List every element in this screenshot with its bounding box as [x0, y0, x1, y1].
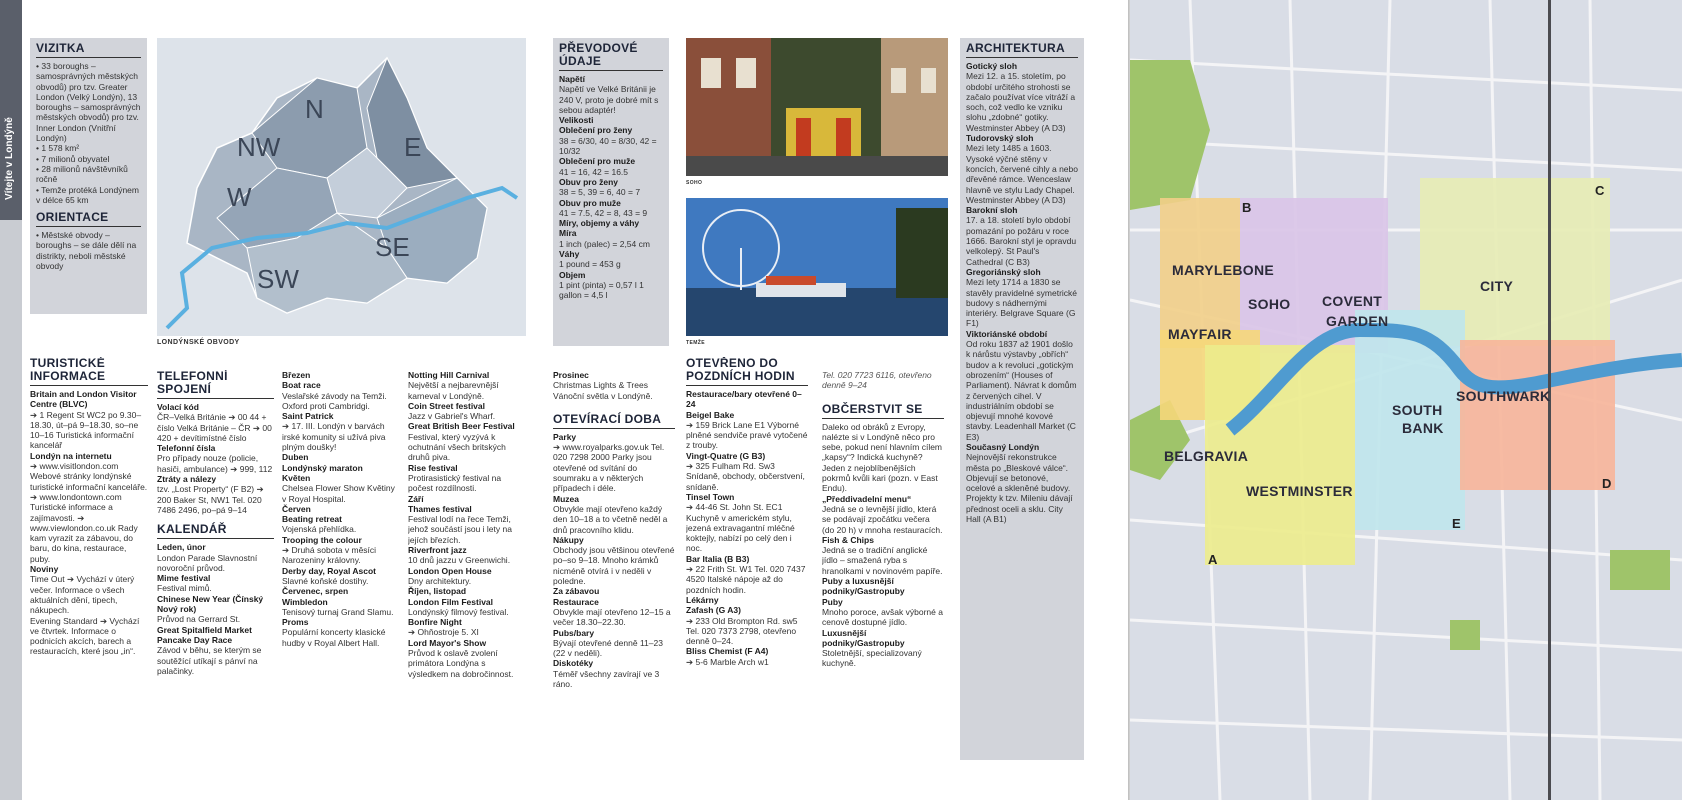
block-heading: Oblečení pro muže	[559, 156, 636, 167]
london-map-graphic	[1130, 0, 1682, 800]
region-label-n: N	[305, 94, 324, 124]
block-heading: Parky	[553, 431, 577, 442]
photo-soho	[686, 38, 948, 176]
block-heading: „Předdivadelní menu“	[822, 493, 912, 504]
oteviraci-blocks	[553, 432, 675, 689]
map-area-soho: SOHO	[1248, 296, 1291, 312]
block-text: ČR–Velká Británie ➔ 00 44 + číslo Velká Británie – ČR ➔ 00 420 + devítimístné číslo	[157, 412, 272, 443]
block-text: Největší a nejbarevnější karneval v Londýně.	[408, 380, 499, 401]
text-block	[822, 628, 944, 669]
prevodove-heading: PŘEVODOVÉ ÚDAJE	[559, 41, 638, 68]
block-heading: Bonfire Night	[408, 617, 462, 628]
text-block	[686, 492, 808, 554]
text-block	[408, 421, 526, 462]
text-block	[822, 597, 944, 628]
block-heading: Duben	[282, 452, 309, 463]
text-block	[282, 463, 398, 473]
block-heading: Bar Italia (B B3)	[686, 553, 750, 564]
map-letter-a: A	[1208, 552, 1218, 567]
block-heading: Derby day, Royal Ascot	[282, 565, 377, 576]
text-block	[282, 452, 398, 462]
text-block	[559, 177, 663, 198]
block-text: Vojenská přehlídka.	[282, 524, 357, 535]
text-block	[686, 595, 808, 605]
block-heading: Objem	[559, 269, 586, 280]
text-block	[686, 410, 808, 451]
text-block	[282, 566, 398, 587]
block-text: Dny architektury.	[408, 575, 472, 586]
block-heading: Thames festival	[408, 503, 472, 514]
oteveno-heading: OTEVŘENO DO POZDNÍCH HODIN	[686, 357, 795, 383]
block-text: Nejnovější rekonstrukce města po „Bleskové válce“. Objevují se betonové, ocelové a skleněné budovy. Projekty k tzv. Mileniu dávají přednost oceli a sklu. City Hall (A B1)	[966, 452, 1073, 525]
block-heading: Wimbledon	[282, 596, 328, 607]
block-heading: Současný Londýn	[966, 441, 1040, 452]
vizitka-item: • 1 578 km²	[36, 143, 80, 154]
block-text: Londýnský filmový festival.	[408, 606, 509, 617]
block-text: Evening Standard ➔ Vychází ve čtvrtek. Informace o podnicích akcích, barech a restauracích, které jsou „in“.	[30, 615, 140, 657]
text-block	[157, 594, 274, 625]
text-block	[822, 494, 944, 535]
vizitka-item: • 28 milionů návštěvníků ročně	[36, 163, 128, 185]
obcerstvit-heading: OBČERSTVIT SE	[822, 401, 923, 416]
block-heading: Gotický sloh	[966, 61, 1018, 71]
block-text: Festival mimů.	[157, 583, 212, 594]
text-block	[282, 597, 398, 618]
oteveno-blocks	[686, 389, 808, 667]
block-text: 17. a 18. století bylo období pomazání po požáru v roce 1666. Barokní styl je opravdu velkolepý. St Paul's Cathedral (C B3)	[966, 215, 1077, 267]
map-area-covent: COVENT	[1322, 293, 1383, 309]
block-text: 41 = 7.5, 42 = 8, 43 = 9	[559, 207, 648, 218]
block-heading: Diskotéky	[553, 658, 594, 669]
photo-thames-graphic	[686, 198, 948, 336]
block-heading: Muzea	[553, 493, 579, 504]
vizitka-item: • Temže protéká Londýnem v délce 65 km	[36, 184, 139, 205]
block-heading: Saint Patrick	[282, 411, 334, 422]
block-heading: Volací kód	[157, 402, 199, 412]
text-block	[408, 370, 526, 401]
text-block	[282, 370, 398, 380]
block-heading: Restaurace	[553, 596, 599, 607]
block-heading: Napětí	[559, 74, 585, 84]
block-text: tzv. „Lost Property“ (F B2) ➔ 200 Baker St, NW1 Tel. 020 7486 2496, po–pá 9–14	[157, 484, 264, 515]
map-letter-b: B	[1242, 200, 1252, 215]
map-area-southwark: SOUTHWARK	[1456, 388, 1551, 404]
obcerstvit-top: Tel. 020 7723 6116, otevřeno denně 9–24	[822, 370, 932, 391]
block-heading: London Open House	[408, 565, 492, 576]
block-heading: Za zábavou	[553, 586, 600, 597]
region-label-e: E	[404, 132, 422, 162]
borough-map-graphic	[157, 38, 526, 336]
borough-map-caption: LONDÝNSKÉ OBVODY	[157, 339, 240, 346]
block-text: Jedná se o levnější jídlo, která se podávají zpočátku večera (do 20 h) v mnoha restauracích.	[822, 503, 943, 535]
block-heading: Luxusnější podniky/Gastropuby	[822, 627, 905, 648]
oteviraci-heading: OTEVÍRACÍ DOBA	[553, 411, 662, 426]
block-heading: Beigel Bake	[686, 409, 735, 420]
prevodove-box	[553, 38, 669, 346]
block-heading: Leden, únor	[157, 542, 206, 553]
block-text: Mezi 12. a 15. stoletím, po období určitého strohosti se začalo používat více vitráží a soch, což vedlo ke vzniku slohu „zdobné“ gotiky. Westminster Abbey (A D3)	[966, 71, 1076, 133]
text-block	[282, 473, 398, 504]
block-heading: Restaurace/bary otevřené 0–24	[686, 389, 802, 410]
text-block	[408, 617, 526, 638]
text-block	[553, 628, 675, 659]
block-heading: Viktoriánské období	[966, 328, 1048, 339]
text-block	[966, 267, 1078, 329]
text-block	[966, 442, 1078, 524]
text-block	[559, 115, 663, 125]
prosinec-block: Prosinec Christmas Lights & Trees Vánoční světla v Londýně.	[553, 370, 653, 401]
block-heading: Trooping the colour	[282, 534, 362, 545]
text-block	[822, 535, 944, 576]
block-text: Populární koncerty klasické hudby v Royal Albert Hall.	[282, 627, 386, 648]
block-text: ➔ 5-6 Marble Arch w1	[686, 656, 769, 667]
block-heading: Noviny	[30, 564, 59, 575]
text-block	[157, 573, 274, 594]
text-block	[686, 451, 808, 492]
block-heading: Riverfront jazz	[408, 545, 467, 556]
photo-thames-caption: TEMŽE	[686, 340, 705, 346]
block-heading: Velikosti	[559, 115, 594, 126]
block-text: Závod v běhu, se kterým se soutěžící utíkají s pánví na palačinky.	[157, 645, 262, 676]
block-heading: Červenec, srpen	[282, 586, 349, 597]
text-block	[157, 402, 274, 443]
block-text: 10 dnů jazzu v Greenwichi.	[408, 555, 511, 566]
block-text: ➔ Druhá sobota v měsíci Narozeniny královny.	[282, 545, 377, 566]
kalendar-blocks	[157, 542, 274, 676]
telefonni-heading: TELEFONNÍ SPOJENÍ	[157, 370, 228, 396]
block-text: ➔ 17. III. Londýn v barvách irské komunity si užívá piva plným doušky!	[282, 421, 386, 453]
map-area-marylebone: MARYLEBONE	[1172, 262, 1275, 278]
london-map	[1130, 0, 1682, 800]
block-text: Festival, který vyzývá k ochutnání všech britských druhů piva.	[408, 431, 506, 463]
text-block	[408, 494, 526, 504]
section-tab-label: Vítejte v Londýně	[4, 117, 15, 200]
text-block	[559, 249, 663, 270]
orientace-text: • Městské obvody – boroughs – se dále dělí na distrikty, neboli městské obvody	[36, 230, 137, 272]
block-text: Mezi lety 1485 a 1603. Vysoké výčné stěny v koncích, červené cihly a nebo dřevěné rámce. Wenceslaw hlavně ve stylu Lady Chapel. Westminster Abbey (A D3)	[966, 143, 1078, 205]
turisticke-blocks	[30, 389, 148, 657]
text-block	[282, 411, 398, 452]
block-heading: Coin Street festival	[408, 400, 485, 411]
block-text: ➔ 159 Brick Lane E1 Výborné plněné sendviče pravé vytočené z trouby.	[686, 419, 808, 451]
map-letter-d: D	[1602, 476, 1612, 491]
block-text: Mezi lety 1714 a 1830 se stavěly pravidelné symetrické budovy s nádhernými interiéry. Belgrave Square (G F1)	[966, 277, 1078, 329]
text-block	[282, 586, 398, 596]
block-heading: Ztráty a nálezy	[157, 474, 217, 485]
text-block	[408, 586, 526, 596]
block-heading: Boat race	[282, 380, 321, 391]
block-text: Od roku 1837 až 1901 došlo k nárůstu výstavby „obřích“ budov a k revoluci „gotickým obrozením“ (Houses of Parliament). Návrat k domům z červených cihel. V industriálním období se objevují mnohé kovové stavby. Leadenhall Market (C E3)	[966, 339, 1077, 442]
text-block	[966, 133, 1078, 205]
block-text: Jedná se o tradiční anglické jídlo – smažená ryba s hranolkami v novinovém papíře.	[822, 545, 943, 576]
photo-soho-graphic	[686, 38, 948, 176]
text-block	[282, 504, 398, 514]
text-block	[559, 74, 663, 115]
text-block	[559, 228, 663, 249]
text-block	[408, 401, 526, 422]
block-text: Bývají otevřené denně 11–23 (22 v neděli).	[553, 637, 663, 659]
kalendar-column-2	[282, 370, 398, 800]
block-heading: Říjen, listopad	[408, 586, 467, 597]
text-block	[282, 535, 398, 566]
telefonni-blocks	[157, 402, 274, 515]
text-block	[408, 463, 526, 494]
block-text: Mnoho poroce, avšak výborné a cenově dostupné jídlo.	[822, 606, 943, 628]
vizitka-item: • 33 boroughs – samosprávných městských obvodů) pro tzv. Greater London (Velký Londýn), 13 boroughs – samosprávných městských obvodů) pro tzv. Inner London (Vnitřní Londýn)	[36, 61, 141, 144]
text-block	[282, 514, 398, 535]
block-text: ➔ 44-46 St. John St. EC1 Kuchyně v americkém stylu, jezená extravagantní mléčné koktejly, nabízí po celý den i noc.	[686, 502, 795, 554]
map-area-garden: GARDEN	[1326, 313, 1389, 329]
block-text: ➔ 1 Regent St WC2 po 9.30–18.30, út–pá 9–18.30, so–ne 10–16 Turistická informační kancelář	[30, 409, 142, 451]
block-text: Daleko od obráků z Evropy, nalézte si v Londýně něco pro sebe, pokud není hlavním cílem „kapsy“? Indická kuchyně? Jeden z nejoblíbenějších pokrmů kvůli kari (pozn. v East Endu).	[822, 421, 943, 494]
text-block	[553, 597, 675, 628]
block-heading: Pubs/bary	[553, 627, 595, 638]
block-heading: Míry, objemy a váhy	[559, 218, 640, 229]
text-block	[686, 389, 808, 410]
block-text: ➔ www.royalparks.gov.uk Tel. 020 7298 2000 Parky jsou otevřené od svítání do soumraku a v některých případech i déle.	[553, 442, 665, 494]
block-heading: Notting Hill Carnival	[408, 370, 490, 380]
block-heading: Nákupy	[553, 534, 584, 545]
text-block	[157, 443, 274, 474]
obcerstvit-blocks	[822, 422, 944, 669]
block-text: 1 pint (pinta) = 0,57 l 1 gallon = 4,5 l	[559, 279, 644, 301]
photo-soho-caption: SOHO	[686, 180, 703, 186]
block-heading: Puby a luxusnější podniky/Gastropuby	[822, 576, 905, 597]
block-heading: Obuv pro ženy	[559, 176, 619, 187]
block-heading: Britain and London Visitor Centre (BLVC)	[30, 389, 137, 410]
block-text: 1 pound = 453 g	[559, 259, 621, 270]
block-text: ➔ 233 Old Brompton Rd. sw5 Tel. 020 7373 2798, otevřeno denně 0–24.	[686, 615, 798, 647]
block-heading: Tinsel Town	[686, 491, 735, 502]
block-heading: Březen	[282, 370, 311, 380]
text-block	[408, 504, 526, 545]
block-heading: Červen	[282, 503, 311, 514]
block-heading: Bliss Chemist (F A4)	[686, 646, 769, 657]
block-heading: Great Spitalfield Market Pancake Day Race	[157, 624, 252, 645]
oteviraci-column	[553, 370, 675, 800]
block-heading: Vingt-Quatre (G B3)	[686, 450, 766, 461]
block-text: 38 = 6/30, 40 = 8/30, 42 = 10/32	[559, 135, 657, 157]
block-text: Obchody jsou většinou otevřené po–so 9–18. Mnoho krámků nicméně otvírá i v neděli v poledne.	[553, 545, 675, 587]
map-area-mayfair: MAYFAIR	[1168, 326, 1232, 342]
text-block	[408, 545, 526, 566]
map-area-belgravia: BELGRAVIA	[1164, 448, 1249, 464]
block-text: ➔ 325 Fulham Rd. Sw3 Snídaně, obchody, občerstvení, snídaně.	[686, 461, 805, 492]
map-area-bank: BANK	[1402, 420, 1444, 436]
block-text: ➔ www.visitlondon.com Webové stránky londýnské turistické informační kanceláře. ➔ www.londontown.com Turistické informace a zajímavosti. ➔ www.viewlondon.co.uk Rady kam vyrazit za zábavou, do baru, do kina, restaurace, puby.	[30, 461, 148, 564]
text-block	[282, 617, 398, 648]
text-block	[408, 638, 526, 679]
block-heading: Chinese New Year (Čínský Nový rok)	[157, 593, 264, 615]
block-heading: Rise festival	[408, 462, 458, 473]
turisticke-column	[30, 357, 148, 797]
text-block	[966, 205, 1078, 267]
architektura-box	[960, 38, 1084, 760]
block-text: ➔ Ohňostroje 5. XI	[408, 627, 479, 638]
prevodove-blocks	[559, 74, 663, 301]
text-block	[553, 494, 675, 535]
block-text: London Parade Slavnostní novoroční průvod.	[157, 552, 258, 573]
text-block	[30, 389, 148, 451]
telefonni-column	[157, 370, 274, 800]
block-text: Slavné koňské dostihy.	[282, 575, 369, 586]
architektura-heading: ARCHITEKTURA	[966, 41, 1065, 55]
block-heading: Tudorovský sloh	[966, 133, 1034, 144]
text-block	[559, 218, 663, 228]
block-heading: Mime festival	[157, 573, 211, 584]
block-text: ➔ 22 Frith St. W1 Tel. 020 7437 4520 Italské nápoje až do pozdních hodin.	[686, 564, 806, 595]
text-block	[686, 646, 808, 667]
text-block	[559, 125, 663, 156]
text-block	[553, 586, 675, 596]
block-heading: Londýnský maraton	[282, 462, 363, 473]
block-heading: Puby	[822, 596, 843, 607]
region-label-w: W	[227, 182, 252, 212]
block-heading: Oblečení pro ženy	[559, 125, 633, 136]
text-block	[30, 451, 148, 564]
photo-thames	[686, 198, 948, 336]
text-block	[822, 422, 944, 494]
text-block	[157, 474, 274, 515]
block-heading: Beating retreat	[282, 514, 342, 525]
map-area-city: CITY	[1480, 278, 1514, 294]
block-text: 41 = 16, 42 = 16.5	[559, 166, 629, 177]
block-heading: Květen	[282, 472, 311, 483]
block-heading: Obuv pro muže	[559, 197, 621, 208]
turisticke-heading: TURISTICKÉ INFORMACE	[30, 357, 106, 383]
region-label-sw: SW	[257, 264, 299, 294]
text-block	[30, 564, 148, 615]
block-text: Festival lodí na řece Temži, jehož součástí jsou i lety na jejích březích.	[408, 514, 512, 545]
vizitka-item: • 7 milionů obyvatel	[36, 153, 110, 164]
block-text: Obvykle mají otevřeno 12–15 a večer 18.30–22.30.	[553, 606, 671, 628]
text-block	[559, 270, 663, 301]
text-block	[408, 597, 526, 618]
map-area-south: SOUTH	[1392, 402, 1443, 418]
text-block	[553, 535, 675, 586]
block-heading: Zafash (G A3)	[686, 605, 741, 616]
map-area-westminster: WESTMINSTER	[1246, 483, 1353, 499]
block-heading: Lékárny	[686, 594, 719, 605]
block-text: Jazz v Gabriel's Wharf.	[408, 411, 496, 422]
vizitka-heading: VIZITKA	[36, 41, 85, 55]
block-heading: Fish & Chips	[822, 534, 874, 545]
block-heading: Telefonní čísla	[157, 443, 216, 454]
block-heading: Proms	[282, 617, 309, 628]
kalendar-column-3	[408, 370, 526, 800]
block-text: Téměř všechny zavírají ve 3 ráno.	[553, 668, 660, 690]
block-text: 38 = 5, 39 = 6, 40 = 7	[559, 187, 641, 198]
block-text: Protirasistický festival na počest rozdílnosti.	[408, 472, 502, 494]
block-heading: London Film Festival	[408, 596, 494, 607]
region-label-nw: NW	[237, 132, 281, 162]
text-block	[553, 658, 675, 689]
block-text: Stoletnější, specializovaný kuchyně.	[822, 648, 922, 669]
text-block	[686, 605, 808, 646]
block-text: 1 inch (palec) = 2,54 cm	[559, 238, 650, 249]
kalendar-blocks-3	[408, 370, 526, 679]
block-heading: Váhy	[559, 249, 580, 260]
borough-map	[157, 38, 526, 336]
block-heading: Barokní sloh	[966, 205, 1018, 216]
block-heading: Září	[408, 493, 424, 504]
oteveno-column	[686, 357, 808, 800]
text-block	[966, 61, 1078, 133]
architektura-blocks	[966, 61, 1078, 524]
obcerstvit-column	[822, 370, 944, 800]
spine-strip	[0, 220, 22, 800]
text-block	[157, 542, 274, 573]
block-heading: Londýn na internetu	[30, 450, 112, 461]
text-block	[822, 576, 944, 597]
block-text: Veslařské závody na Temži. Oxford proti Cambridgi.	[282, 390, 387, 411]
block-text: Obvykle mají otevřeno každý den 10–18 a to včetně neděl a dnů pracovního klidu.	[553, 503, 668, 535]
block-text: Průvod na Gerrard St.	[157, 614, 241, 625]
block-text: Time Out ➔ Vychází v úterý večer. Informace o všech aktuálních dění, tipech, nákupech.	[30, 574, 135, 616]
block-text: Průvod k oslavě zvolení primátora Londýna s výsledkem na dobročinnost.	[408, 648, 514, 679]
orientace-heading: ORIENTACE	[36, 210, 109, 225]
kalendar-blocks-2	[282, 370, 398, 648]
section-tab	[0, 0, 22, 220]
block-text: Pro případy nouze (policie, hasiči, ambulance) ➔ 999, 112	[157, 453, 273, 474]
region-label-se: SE	[375, 232, 410, 262]
text-block	[559, 156, 663, 177]
block-heading: Gregoriánský sloh	[966, 266, 1041, 277]
text-block	[282, 380, 398, 411]
text-block	[559, 198, 663, 219]
block-heading: Great British Beer Festival	[408, 421, 515, 432]
text-block	[553, 432, 675, 494]
block-text: Tenisový turnaj Grand Slamu.	[282, 606, 394, 617]
kalendar-heading: KALENDÁŘ	[157, 522, 227, 537]
block-heading: Lord Mayor's Show	[408, 637, 487, 648]
vizitka-box	[30, 38, 147, 314]
block-text: Chelsea Flower Show Květiny v Royal Hospital.	[282, 483, 395, 504]
text-block	[157, 625, 274, 676]
block-text: Napětí ve Velké Británii je 240 V, proto je dobré mít s sebou adaptér!	[559, 84, 659, 115]
map-letter-c: C	[1595, 183, 1605, 198]
vizitka-list	[36, 61, 141, 205]
text-block	[408, 566, 526, 587]
map-letter-e: E	[1452, 516, 1461, 531]
text-block	[30, 616, 148, 657]
text-block	[686, 554, 808, 595]
block-heading: Míra	[559, 228, 577, 239]
text-block	[966, 329, 1078, 442]
